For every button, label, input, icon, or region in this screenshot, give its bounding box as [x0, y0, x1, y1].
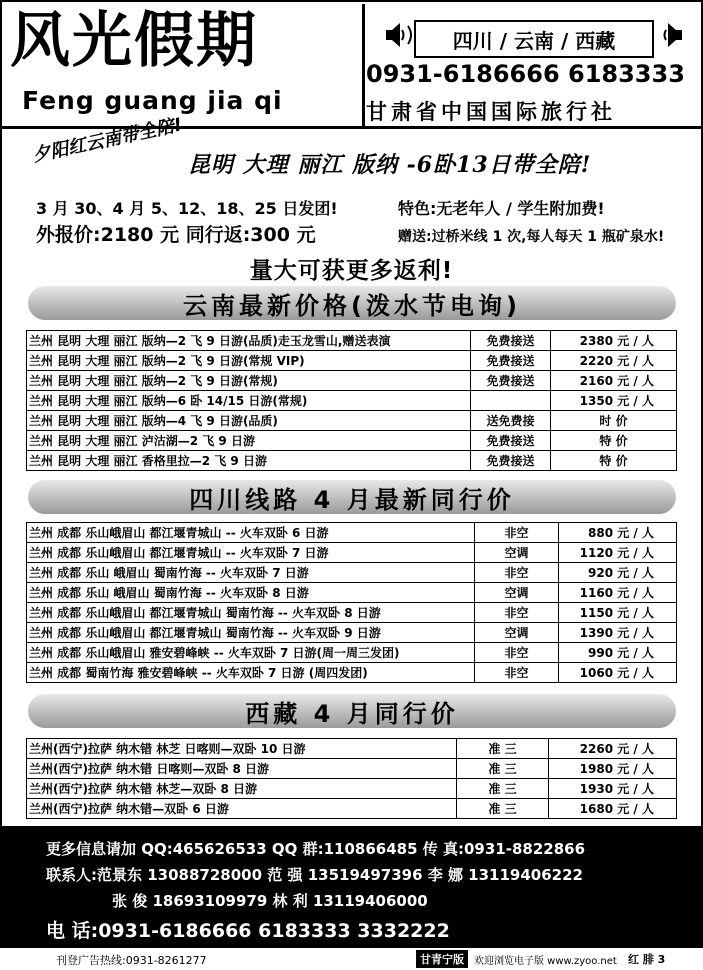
service-cell: 免费接送 [471, 351, 551, 371]
regions-label: 四川 / 云南 / 西藏 [414, 20, 654, 58]
table-row [27, 663, 677, 683]
promo-banner: 夕阳红云南带全陪! [30, 114, 185, 167]
price-cell: 1980 元 / 人 [549, 759, 677, 779]
price-cell: 特 价 [551, 451, 677, 471]
table-row [27, 799, 677, 819]
price-cell: 920 元 / 人 [559, 563, 677, 583]
price-cell: 1680 元 / 人 [549, 799, 677, 819]
edition-tag: 甘青宁版 [416, 950, 468, 968]
main-phone: 0931-6186666 6183333 [366, 60, 685, 88]
price-cell: 2220 元 / 人 [551, 351, 677, 371]
service-cell: 空调 [475, 543, 559, 563]
route-cell: 兰州 昆明 大理 丽江 版纳—6 卧 14/15 日游(常规) [27, 391, 471, 411]
service-cell: 非空 [475, 603, 559, 623]
table-row [27, 643, 677, 663]
footer-qq-fax: 更多信息请加 QQ:465626533 QQ 群:110866485 传 真:0931-8822866 [46, 840, 586, 858]
promo-gift: 赠送:过桥米线 1 次,每人每天 1 瓶矿泉水! [398, 229, 665, 245]
bottom-strip [0, 948, 703, 970]
service-cell: 免费接送 [471, 371, 551, 391]
service-cell: 非空 [475, 663, 559, 683]
table-row [27, 623, 677, 643]
route-cell: 兰州 昆明 大理 丽江 版纳—4 飞 9 日游(品质) [27, 411, 471, 431]
service-cell: 空调 [475, 583, 559, 603]
table-row [27, 739, 677, 759]
page-number: 红 腓 3 [628, 953, 666, 966]
table-row [27, 331, 677, 351]
service-cell: 非空 [475, 643, 559, 663]
contact-footer [0, 826, 703, 948]
service-cell: 准 三 [457, 779, 549, 799]
price-cell: 时 价 [551, 411, 677, 431]
service-cell: 空调 [475, 623, 559, 643]
price-cell: 2260 元 / 人 [549, 739, 677, 759]
service-cell [471, 391, 551, 411]
yunnan-price-table [26, 330, 677, 471]
tibet-price-table [26, 738, 677, 819]
table-row [27, 603, 677, 623]
sichuan-price-table [26, 522, 677, 683]
route-cell: 兰州(西宁)拉萨 纳木错 林芝 日喀则—双卧 10 日游 [27, 739, 457, 759]
promo-route: 昆明 大理 丽江 版纳 -6卧13日带全陪! [188, 152, 592, 178]
welcome-text: 欢迎浏览电子版 www.zyoo.net [474, 956, 617, 967]
service-cell: 准 三 [457, 739, 549, 759]
brand-pinyin: Feng guang jia qi [22, 86, 283, 115]
route-cell: 兰州(西宁)拉萨 纳木错 林芝—双卧 8 日游 [27, 779, 457, 799]
service-cell: 送免费接 [471, 411, 551, 431]
table-row [27, 391, 677, 411]
footer-contacts-2: 张 俊 18693109979 林 利 13119406000 [112, 892, 428, 910]
table-row [27, 451, 677, 471]
footer-phone: 电 话:0931-6186666 6183333 3332222 [46, 920, 450, 942]
service-cell: 免费接送 [471, 331, 551, 351]
price-cell: 990 元 / 人 [559, 643, 677, 663]
price-cell: 1150 元 / 人 [559, 603, 677, 623]
volume-rebate: 量大可获更多返利! [249, 258, 454, 284]
price-cell: 1160 元 / 人 [559, 583, 677, 603]
route-cell: 兰州 成都 乐山 峨眉山 蜀南竹海 -- 火车双卧 7 日游 [27, 563, 475, 583]
route-cell: 兰州 昆明 大理 丽江 版纳—2 飞 9 日游(常规 VIP) [27, 351, 471, 371]
service-cell: 准 三 [457, 759, 549, 779]
route-cell: 兰州 成都 乐山峨眉山 都江堰青城山 -- 火车双卧 6 日游 [27, 523, 475, 543]
brand-title: 风光假期 [10, 6, 258, 76]
price-cell: 1930 元 / 人 [549, 779, 677, 799]
service-cell: 免费接送 [471, 431, 551, 451]
table-row [27, 431, 677, 451]
table-row [27, 543, 677, 563]
service-cell: 非空 [475, 523, 559, 543]
route-cell: 兰州(西宁)拉萨 纳木错—双卧 6 日游 [27, 799, 457, 819]
section-title-tibet: 西藏 4 月同行价 [28, 694, 676, 728]
route-cell: 兰州 昆明 大理 丽江 版纳—2 飞 9 日游(常规) [27, 371, 471, 391]
ad-hotline: 刊登广告热线:0931-8261277 [56, 954, 207, 967]
table-row [27, 523, 677, 543]
service-cell: 免费接送 [471, 451, 551, 471]
footer-contacts: 联系人:范景东 13088728000 范 强 13519497396 李 娜 13119406222 [46, 866, 583, 884]
table-row [27, 563, 677, 583]
table-row [27, 411, 677, 431]
table-row [27, 779, 677, 799]
sound-waves-icon [394, 20, 416, 50]
price-cell: 特 价 [551, 431, 677, 451]
price-cell: 1060 元 / 人 [559, 663, 677, 683]
price-cell: 1390 元 / 人 [559, 623, 677, 643]
agency-name: 甘肃省中国国际旅行社 [366, 100, 616, 124]
service-cell: 准 三 [457, 799, 549, 819]
promo-price: 外报价:2180 元 同行返:300 元 [36, 224, 316, 246]
route-cell: 兰州 成都 乐山峨眉山 都江堰青城山 蜀南竹海 -- 火车双卧 8 日游 [27, 603, 475, 623]
price-cell: 1120 元 / 人 [559, 543, 677, 563]
route-cell: 兰州 成都 蜀南竹海 雅安碧峰峡 -- 火车双卧 7 日游 (周四发团) [27, 663, 475, 683]
table-row [27, 583, 677, 603]
table-row [27, 351, 677, 371]
route-cell: 兰州 昆明 大理 丽江 香格里拉—2 飞 9 日游 [27, 451, 471, 471]
route-cell: 兰州 成都 乐山 峨眉山 蜀南竹海 -- 火车双卧 8 日游 [27, 583, 475, 603]
table-row [27, 759, 677, 779]
price-cell: 2380 元 / 人 [551, 331, 677, 351]
speaker-icon-right [662, 20, 684, 50]
price-cell: 880 元 / 人 [559, 523, 677, 543]
route-cell: 兰州 成都 乐山峨眉山 都江堰青城山 蜀南竹海 -- 火车双卧 9 日游 [27, 623, 475, 643]
price-cell: 2160 元 / 人 [551, 371, 677, 391]
price-cell: 1350 元 / 人 [551, 391, 677, 411]
route-cell: 兰州 成都 乐山峨眉山 都江堰青城山 -- 火车双卧 7 日游 [27, 543, 475, 563]
section-title-sichuan: 四川线路 4 月最新同行价 [28, 480, 676, 514]
departure-dates: 3 月 30、4 月 5、12、18、25 日发团! [36, 199, 338, 218]
route-cell: 兰州 成都 乐山峨眉山 雅安碧峰峡 -- 火车双卧 7 日游(周一周三发团) [27, 643, 475, 663]
route-cell: 兰州(西宁)拉萨 纳木错 日喀则—双卧 8 日游 [27, 759, 457, 779]
service-cell: 非空 [475, 563, 559, 583]
route-cell: 兰州 昆明 大理 丽江 泸沽湖—2 飞 9 日游 [27, 431, 471, 451]
route-cell: 兰州 昆明 大理 丽江 版纳—2 飞 9 日游(品质)走玉龙雪山,赠送表演 [27, 331, 471, 351]
table-row [27, 371, 677, 391]
section-title-yunnan: 云南最新价格(泼水节电询) [28, 286, 676, 320]
promo-feature: 特色:无老年人 / 学生附加费! [398, 199, 605, 218]
